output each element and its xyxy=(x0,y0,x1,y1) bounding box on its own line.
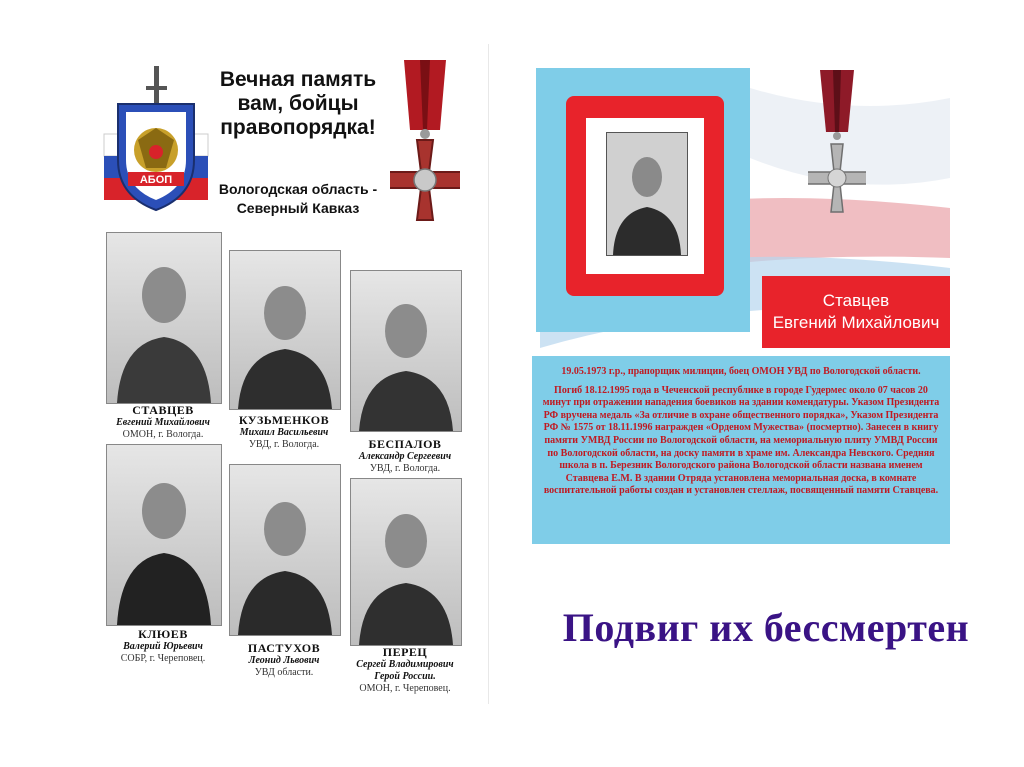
person-caption xyxy=(220,414,348,451)
person-fullname: Михаил Васильевич xyxy=(239,427,329,438)
person-surname: СТАВЦЕВ xyxy=(132,403,194,417)
person-unit: УВД, г. Вологда. xyxy=(248,439,320,450)
portrait-photo-stavtsev xyxy=(606,132,688,256)
bio-birth-line: 19.05.1973 г.р., прапорщик милиции, боец ОМОН УВД по Вологодской области. xyxy=(561,366,921,377)
name-plate-surname: Ставцев xyxy=(822,291,890,310)
person-surname: КЛЮЕВ xyxy=(138,627,188,641)
person-surname: ПАСТУХОВ xyxy=(247,641,321,655)
person-unit: УВД, г. Вологда. xyxy=(369,463,441,474)
order-of-courage-medal-icon xyxy=(808,70,866,220)
person-surname: ПЕРЕЦ xyxy=(382,645,428,659)
person-fullname: Сергей Владимирович xyxy=(356,659,454,670)
slide-title: Подвиг их бессмертен xyxy=(562,605,970,650)
portrait-photo xyxy=(350,270,462,432)
biography-box xyxy=(532,356,950,544)
portrait-photo xyxy=(350,478,462,646)
memorial-page-left xyxy=(86,44,488,704)
person-caption xyxy=(338,438,472,475)
portrait-photo xyxy=(106,232,222,404)
person-caption xyxy=(96,628,230,665)
order-of-courage-medal-icon xyxy=(390,60,460,230)
name-plate-fullname: Евгений Михайлович xyxy=(772,313,940,332)
portrait-photo xyxy=(229,464,341,636)
person-fullname: Евгений Михайлович xyxy=(116,417,210,428)
person-unit: ОМОН, г. Вологда. xyxy=(122,429,204,440)
person-unit: СОБР, г. Череповец. xyxy=(120,653,206,664)
emblem-label: АБОП xyxy=(139,174,173,186)
person-caption xyxy=(96,404,230,441)
person-surname: КУЗЬМЕНКОВ xyxy=(238,413,330,427)
memorial-headline: Вечная память вам, бойцы правопорядка! xyxy=(219,68,377,139)
person-caption xyxy=(338,646,472,695)
portrait-photo xyxy=(229,250,341,410)
person-title: Герой России. xyxy=(374,671,436,682)
person-caption xyxy=(220,642,348,679)
portrait-photo xyxy=(106,444,222,626)
person-surname: БЕСПАЛОВ xyxy=(368,437,442,451)
memorial-region: Вологодская область - Северный Кавказ xyxy=(218,181,378,216)
abop-emblem-icon xyxy=(100,64,212,214)
bio-details: Погиб 18.12.1995 года в Чеченской республике в городе Гудермес около 07 часов 20 минут при отражении нападения боевиков на здании комендатуры. Указом Президента РФ вручена медаль «За отличие в охране общественного порядка», Указом Президента РФ № 1575 от 18.11.1996 награжден «Орденом Мужества» (посмертно). Занесен в книгу памяти УМВД России по Вологодской области, на мемориальную плиту УМВД России по Вологодской области, на доску памяти в храме им. Александра Невского. Средняя школа в п. Березник Вологодского района Вологодской области названа именем Ставцева Е.М. В здании Отряда установлена мемориальная доска, в комнате воспитательной работы создан и установлен стеллаж, посвященный памяти Ставцева. xyxy=(542,384,940,497)
person-fullname: Леонид Львович xyxy=(248,655,320,666)
person-fullname: Валерий Юрьевич xyxy=(123,641,203,652)
person-unit: ОМОН, г. Череповец. xyxy=(359,683,451,694)
person-unit: УВД области. xyxy=(254,667,314,678)
person-fullname: Александр Сергеевич xyxy=(358,451,452,462)
name-plate xyxy=(762,276,950,348)
